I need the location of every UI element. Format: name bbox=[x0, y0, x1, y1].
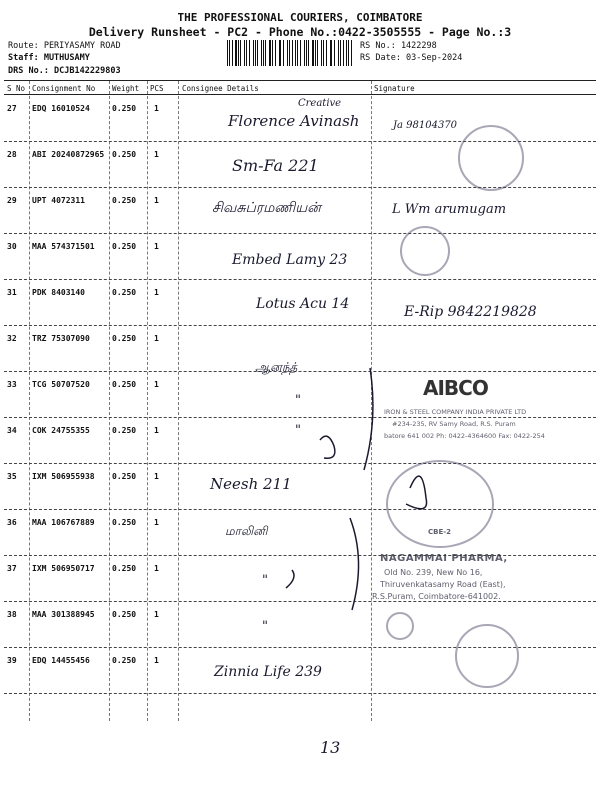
row-pcs: 1 bbox=[154, 426, 159, 435]
row-consignment-no: TRZ 75307090 bbox=[32, 334, 90, 343]
row-sno: 29 bbox=[7, 196, 17, 205]
row-sno: 38 bbox=[7, 610, 17, 619]
row-sno: 28 bbox=[7, 150, 17, 159]
row-weight: 0.250 bbox=[112, 150, 137, 159]
row-pcs: 1 bbox=[154, 518, 159, 527]
row-consignment-no: IXM 506955938 bbox=[32, 472, 95, 481]
handwritten-footer-note: 13 bbox=[320, 738, 341, 757]
row-consignment-no: MAA 106767889 bbox=[32, 518, 95, 527]
col-consignment: Consignment No bbox=[32, 84, 96, 93]
aibco-logo: AIBCO bbox=[423, 376, 488, 400]
col-consignee: Consignee Details bbox=[182, 84, 259, 93]
row-weight: 0.250 bbox=[112, 334, 137, 343]
company-title: THE PROFESSIONAL COURIERS, COIMBATORE bbox=[177, 11, 423, 24]
row-pcs: 1 bbox=[154, 656, 159, 665]
row-pcs: 1 bbox=[154, 380, 159, 389]
drs-label: DRS No.: DCJB142229803 bbox=[8, 66, 121, 76]
row-consignment-no: IXM 506950717 bbox=[32, 564, 95, 573]
row-weight: 0.250 bbox=[112, 426, 137, 435]
handwritten-ditto: " bbox=[262, 619, 268, 634]
circle-mark bbox=[386, 612, 414, 640]
round-stamp bbox=[458, 125, 524, 191]
row-sno: 37 bbox=[7, 564, 17, 573]
aibco-stamp-line: IRON & STEEL COMPANY INDIA PRIVATE LTD bbox=[384, 408, 527, 416]
row-pcs: 1 bbox=[154, 288, 159, 297]
row-weight: 0.250 bbox=[112, 564, 137, 573]
row-pcs: 1 bbox=[154, 242, 159, 251]
row-weight: 0.250 bbox=[112, 104, 137, 113]
handwritten-consignee: Lotus Acu 14 bbox=[256, 296, 350, 312]
cbe-stamp-label: CBE-2 bbox=[428, 528, 452, 536]
row-weight: 0.250 bbox=[112, 242, 137, 251]
row-sno: 35 bbox=[7, 472, 17, 481]
row-sno: 33 bbox=[7, 380, 17, 389]
rs-no-label: RS No.: 1422298 bbox=[360, 41, 437, 51]
handwritten-consignee: Embed Lamy 23 bbox=[232, 252, 348, 268]
col-pcs: PCS bbox=[150, 84, 164, 93]
rs-date-label: RS Date: 03-Sep-2024 bbox=[360, 53, 463, 63]
row-sno: 27 bbox=[7, 104, 17, 113]
handwritten-consignee: Sm-Fa 221 bbox=[232, 156, 319, 175]
row-weight: 0.250 bbox=[112, 518, 137, 527]
row-pcs: 1 bbox=[154, 334, 159, 343]
row-pcs: 1 bbox=[154, 196, 159, 205]
row-weight: 0.250 bbox=[112, 380, 137, 389]
route-label: Route: PERIYASAMY ROAD bbox=[8, 41, 121, 51]
col-weight: Weight bbox=[112, 84, 140, 93]
row-sno: 34 bbox=[7, 426, 17, 435]
handwritten-consignee: Florence Avinash bbox=[228, 112, 360, 130]
row-sno: 32 bbox=[7, 334, 17, 343]
handwritten-signature: Ja 98104370 bbox=[393, 120, 458, 131]
row-consignment-no: PDK 8403140 bbox=[32, 288, 85, 297]
row-consignment-no: COK 24755355 bbox=[32, 426, 90, 435]
round-stamp bbox=[400, 226, 450, 276]
row-consignment-no: MAA 574371501 bbox=[32, 242, 95, 251]
row-pcs: 1 bbox=[154, 150, 159, 159]
row-sno: 39 bbox=[7, 656, 17, 665]
handwritten-note: Creative bbox=[298, 98, 342, 109]
row-weight: 0.250 bbox=[112, 656, 137, 665]
row-consignment-no: ABI 20240872965 bbox=[32, 150, 105, 159]
row-consignment-no: EDQ 16010524 bbox=[32, 104, 90, 113]
aibco-stamp-line: #234-235, RV Samy Road, R.S. Puram bbox=[392, 420, 516, 428]
row-weight: 0.250 bbox=[112, 472, 137, 481]
row-pcs: 1 bbox=[154, 610, 159, 619]
nagammai-stamp-line: R.S.Puram, Coimbatore-641002. bbox=[372, 592, 501, 601]
handwritten-consignee: சிவசுப்ரமணியன் bbox=[212, 200, 321, 216]
row-weight: 0.250 bbox=[112, 288, 137, 297]
nagammai-stamp-name: NAGAMMAI PHARMA, bbox=[380, 553, 508, 564]
row-consignment-no: UPT 4072311 bbox=[32, 196, 85, 205]
row-sno: 30 bbox=[7, 242, 17, 251]
nagammai-stamp-line: Old No. 239, New No 16, bbox=[384, 568, 483, 577]
row-pcs: 1 bbox=[154, 472, 159, 481]
staff-label: Staff: MUTHUSAMY bbox=[8, 53, 90, 63]
handwritten-consignee: மாலினி bbox=[225, 524, 268, 538]
handwritten-consignee: ஆனந்த் bbox=[255, 360, 298, 374]
runsheet-title: Delivery Runsheet - PC2 - Phone No.:0422-3505555 - Page No.:3 bbox=[88, 25, 512, 39]
row-sno: 36 bbox=[7, 518, 17, 527]
row-pcs: 1 bbox=[154, 104, 159, 113]
handwritten-signature: E-Rip 9842219828 bbox=[404, 304, 537, 320]
row-consignment-no: TCG 50707520 bbox=[32, 380, 90, 389]
row-pcs: 1 bbox=[154, 564, 159, 573]
row-weight: 0.250 bbox=[112, 196, 137, 205]
handwritten-ditto: " bbox=[295, 423, 301, 438]
col-sno: S No bbox=[7, 84, 26, 93]
row-consignment-no: EDQ 14455456 bbox=[32, 656, 90, 665]
handwritten-consignee: Zinnia Life 239 bbox=[214, 664, 322, 680]
aibco-stamp-line: batore 641 002 Ph: 0422-4364600 Fax: 0422-254 bbox=[384, 432, 545, 440]
row-weight: 0.250 bbox=[112, 610, 137, 619]
handwritten-signature: L Wm arumugam bbox=[392, 202, 507, 217]
handwritten-ditto: " bbox=[262, 573, 268, 588]
col-signature: Signature bbox=[374, 84, 415, 93]
nagammai-stamp-line: Thiruvenkatasamy Road (East), bbox=[380, 580, 506, 589]
round-stamp bbox=[455, 624, 519, 688]
handwritten-ditto: " bbox=[295, 393, 301, 408]
handwritten-consignee: Neesh 211 bbox=[210, 475, 292, 493]
row-sno: 31 bbox=[7, 288, 17, 297]
row-consignment-no: MAA 301388945 bbox=[32, 610, 95, 619]
